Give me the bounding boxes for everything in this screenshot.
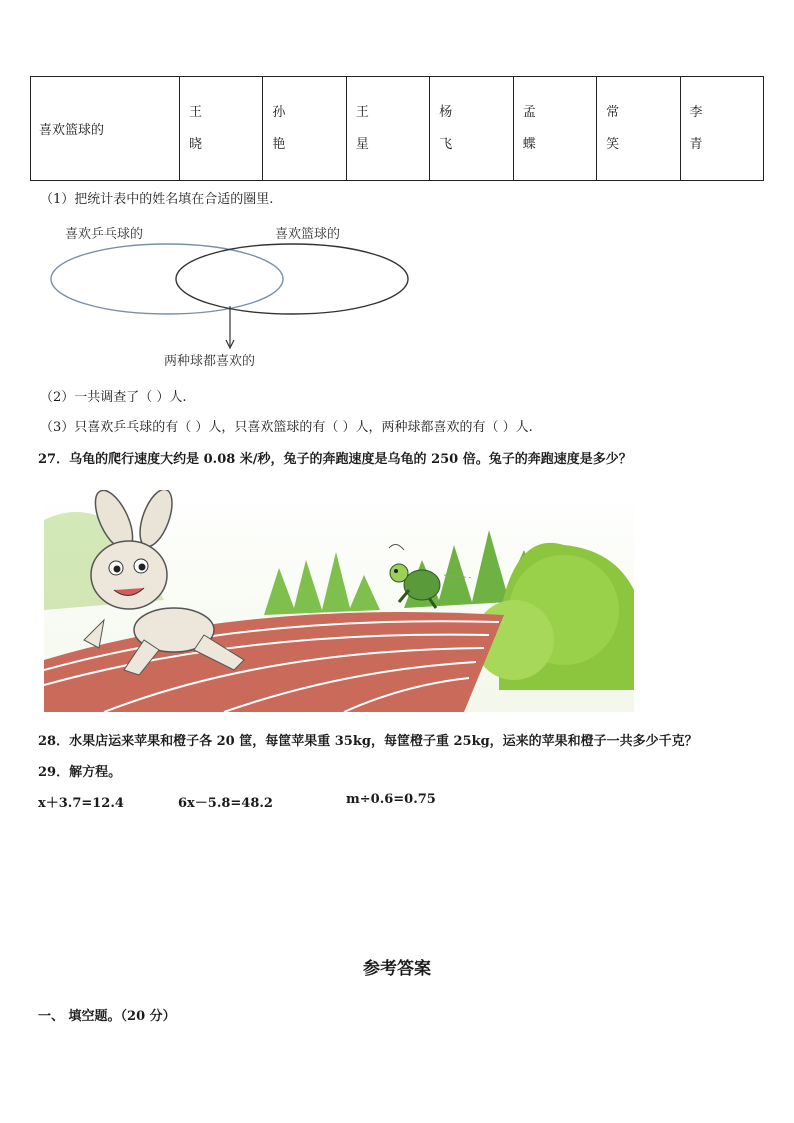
name-cell xyxy=(180,77,263,181)
venn-diagram xyxy=(40,218,420,373)
name-char: 青 xyxy=(689,136,703,152)
ping-pong-circle xyxy=(51,244,283,314)
name-char: 孟 xyxy=(522,104,536,120)
answers-title: 参考答案 xyxy=(363,959,431,979)
name-char: 王 xyxy=(189,104,203,120)
name-char: 晓 xyxy=(189,136,203,152)
name-char: 杨 xyxy=(439,104,453,120)
name-char: 艳 xyxy=(272,136,286,152)
basketball-circle xyxy=(176,244,408,314)
equation-1: x＋3.7=12.4 xyxy=(38,796,124,811)
race-illustration xyxy=(44,490,634,712)
equation-3: m÷0.6=0.75 xyxy=(346,792,436,807)
name-char: 李 xyxy=(689,104,703,120)
equation-2: 6x－5.8=48.2 xyxy=(178,796,273,811)
name-char: 笑 xyxy=(606,136,620,152)
name-char: 王 xyxy=(355,104,369,120)
name-cell xyxy=(346,77,429,181)
survey-table xyxy=(30,76,764,181)
venn-right-label: 喜欢篮球的 xyxy=(275,227,341,242)
name-char: 蝶 xyxy=(522,136,536,152)
venn-left-label: 喜欢乒乓球的 xyxy=(65,227,144,242)
name-cell xyxy=(430,77,513,181)
name-char: 星 xyxy=(355,136,369,152)
q27-text: 27．乌龟的爬行速度大约是 0.08 米/秒，兔子的奔跑速度是乌龟的 250 倍。兔子的奔跑速度是多少？ xyxy=(38,452,632,467)
name-cell xyxy=(680,77,763,181)
row-label: 喜欢篮球的 xyxy=(31,77,180,181)
q28-text: 28．水果店运来苹果和橙子各 20 筐，每筐苹果重 35kg，每筐橙子重 25kg，运来的苹果和橙子一共多少千克？ xyxy=(38,734,698,749)
table-row xyxy=(31,77,764,181)
q26-part1: （1）把统计表中的姓名填在合适的圈里. xyxy=(40,192,274,207)
q26-part2: （2）一共调查了（ ）人. xyxy=(40,390,187,405)
name-cell xyxy=(263,77,346,181)
q29-title: 29．解方程。 xyxy=(38,765,122,780)
name-char: 孙 xyxy=(272,104,286,120)
name-cell xyxy=(597,77,680,181)
name-cell xyxy=(513,77,596,181)
venn-bottom-label: 两种球都喜欢的 xyxy=(164,354,256,369)
q26-part3: （3）只喜欢乒乓球的有（ ）人，只喜欢篮球的有（ ）人，两种球都喜欢的有（ ）人. xyxy=(40,420,533,435)
name-char: 常 xyxy=(606,104,620,120)
answers-section-1: 一、 填空题。（20 分） xyxy=(38,1009,176,1024)
name-char: 飞 xyxy=(439,136,453,152)
